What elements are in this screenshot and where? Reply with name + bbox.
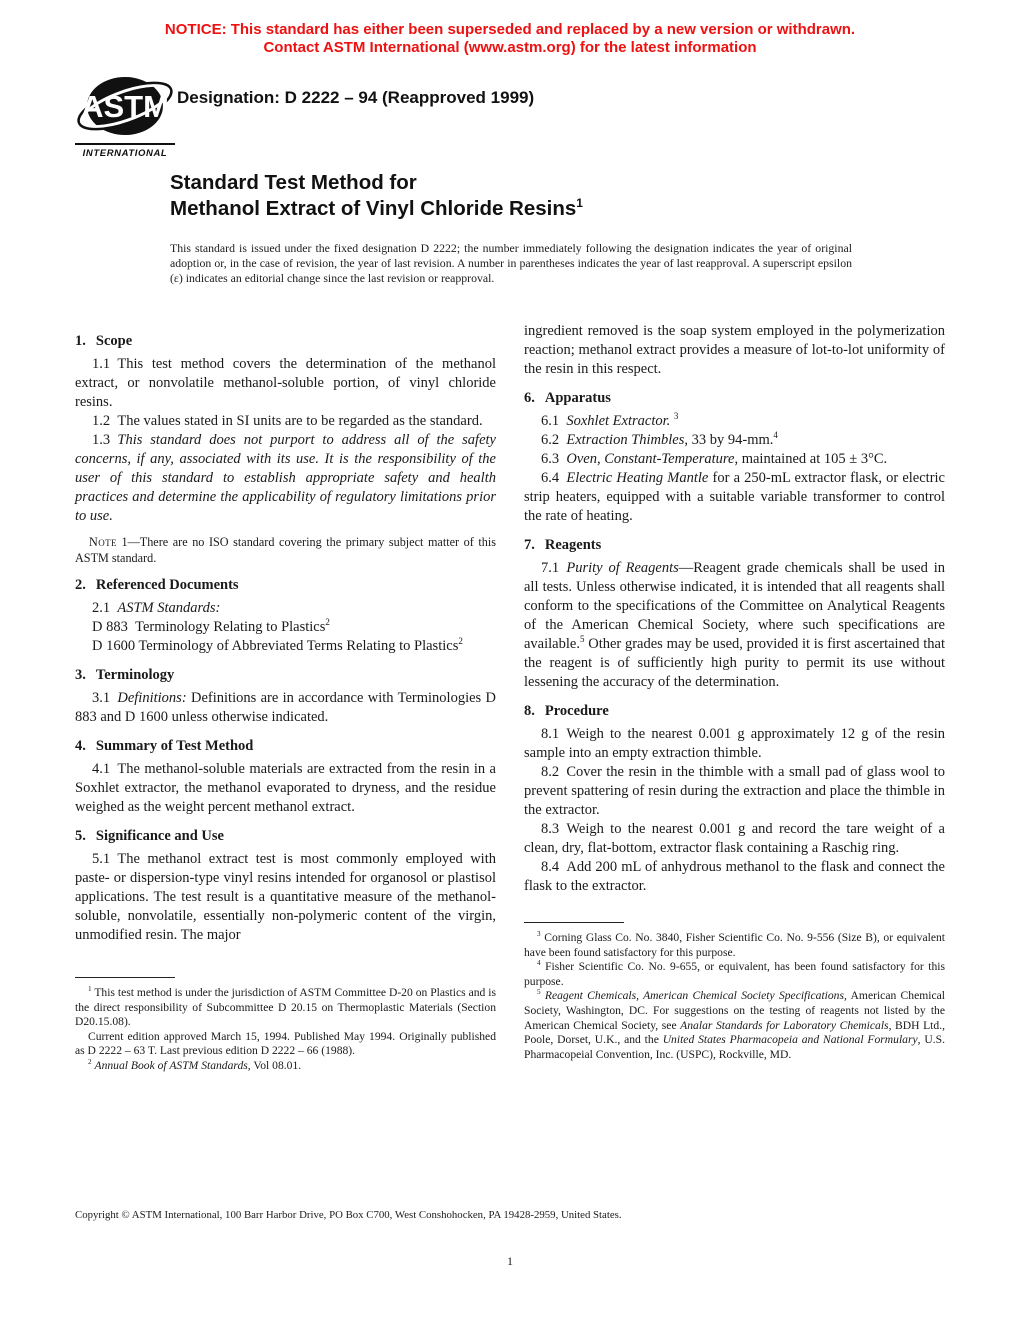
right-footnotes — [524, 922, 945, 1062]
left-column — [75, 322, 496, 1074]
ref-d1600: D 1600 Terminology of Abbreviated Terms Relating to Plastics$^2$ — [92, 636, 463, 654]
astm-logo-international: INTERNATIONAL — [75, 143, 175, 159]
heading-terminology — [75, 666, 496, 685]
designation: Designation: D 2222 – 94 (Reapproved 1999) — [177, 88, 535, 107]
footnote: Current edition approved March 15, 1994. Published May 1994. Originally published as D 2222 – 63 T. Last previous edition D 2222 – 66 (1988). — [75, 1029, 496, 1058]
section-number: 4. — [75, 738, 86, 754]
para-8-3: 8.3 Weigh to the nearest 0.001 g and record the tare weight of a clean, dry, flat-bottom, extractor flask containing a Raschig ring. — [524, 821, 945, 856]
para-8-4: 8.4 Add 200 mL of anhydrous methanol to the flask and connect the flask to the extractor. — [524, 859, 945, 894]
section-number: 6. — [524, 390, 535, 406]
para-3-1: 3.1 Definitions: Definitions are in accordance with Terminologies D 883 and D 1600 unless otherwise indicated. — [75, 690, 496, 725]
para-6-2: 6.2 Extraction Thimbles, 33 by 94-mm.$^4$ — [541, 430, 778, 448]
notice-line-1: NOTICE: This standard has either been superseded and replaced by a new version or withdrawn. — [164, 21, 856, 38]
para-1-2: 1.2 The values stated in SI units are to be regarded as the standard. — [92, 413, 483, 429]
section-title: Scope — [95, 333, 133, 349]
section-title: Significance and Use — [95, 828, 224, 844]
right-column — [524, 322, 945, 1074]
issue-note: This standard is issued under the fixed designation D 2222; the number immediately following the designation indicates the year of original adoption or, in the case of revision, the year of last revision. A number in parentheses indicates the year of last reapproval. A superscript epsilon (ε) indicates an editorial change since the last revision or reapproval. — [170, 241, 852, 286]
withdrawal-notice — [0, 21, 1020, 56]
footnote-separator — [75, 977, 175, 978]
astm-logo — [75, 74, 179, 159]
heading-significance-and-use — [75, 827, 496, 846]
para-5-1: 5.1 The methanol extract test is most commonly employed with paste- or dispersion-type vinyl resins intended for organosol or plastisol applications. The test result is a quantitative measure of the methanol-soluble, nonvolatile, essentially non-polymeric content of the virgin, unmodified resin. The major — [75, 851, 496, 943]
section-number: 3. — [75, 667, 86, 683]
para-7-1: 7.1 Purity of Reagents—Reagent grade chemicals shall be used in all tests. Unless otherwise indicated, it is intended that all reagents shall conform to the specifications of the Committee on Analytical Reagents of the American Chemical Society, where such specifications are available.$^5$ Other grades may be used, provided it is first ascertained that the reagent is of sufficiently high purity to permit its use without lessening the accuracy of the determination. — [524, 560, 946, 690]
para-6-4: 6.4 Electric Heating Mantle for a 250-mL extractor flask, or electric strip heaters, equipped with a suitable variable transformer to control the rate of heating. — [524, 470, 945, 524]
heading-referenced-documents — [75, 576, 496, 595]
section-title: Reagents — [544, 537, 602, 553]
page-title — [170, 170, 852, 222]
footnote: $^4$ Fisher Scientific Co. No. 9-655, or equivalent, has been found satisfactory for this purpose. — [524, 959, 945, 988]
para-8-1: 8.1 Weigh to the nearest 0.001 g approximately 12 g of the resin sample into an empty extraction thimble. — [524, 726, 945, 761]
title-line-1: Standard Test Method for — [170, 171, 417, 194]
footnote: $^5$ Reagent Chemicals, American Chemical Society Specifications, American Chemical Society, Washington, DC. For suggestions on the testing of reagents not listed by the American Chemical Society, see Analar Standards for Laboratory Chemicals, BDH Ltd., Poole, Dorset, U.K., and the United States Pharmacopeia and National Formulary, U.S. Pharmacopeial Convention, Inc. (USPC), Rockville, MD. — [524, 988, 946, 1061]
para-2-1: 2.1 ASTM Standards: — [92, 600, 221, 616]
section-number: 8. — [524, 703, 535, 719]
astm-logo-text: ASTM — [81, 89, 169, 124]
body-columns — [75, 322, 945, 1074]
title-footnote-marker: 1 — [576, 196, 583, 211]
section-title: Terminology — [95, 667, 175, 683]
section-title: Procedure — [544, 703, 609, 719]
section-title: Summary of Test Method — [95, 738, 254, 754]
section-number: 7. — [524, 537, 535, 553]
heading-scope — [75, 332, 496, 351]
para-8-2: 8.2 Cover the resin in the thimble with a small pad of glass wool to prevent spattering of resin during the extraction and place the thimble in the extractor. — [524, 764, 945, 818]
para-1-3: 1.3 This standard does not purport to address all of the safety concerns, if any, associated with its use. It is the responsibility of the user of this standard to establish appropriate safety and health practices and determine the applicability of regulatory limitations prior to use. — [75, 432, 496, 524]
heading-apparatus — [524, 389, 945, 408]
para-5-1-continued: ingredient removed is the soap system employed in the polymerization reaction; methanol extract provides a measure of lot-to-lot uniformity of the resin in this respect. — [524, 323, 945, 377]
footnote-separator — [524, 922, 624, 923]
astm-globe-icon — [75, 74, 175, 142]
note-1: Note 1—There are no ISO standard covering the primary subject matter of this ASTM standard. — [75, 535, 496, 565]
section-number: 1. — [75, 333, 86, 349]
heading-reagents — [524, 536, 945, 555]
notice-line-2: Contact ASTM International (www.astm.org) for the latest information — [263, 38, 757, 56]
footnote: $^1$ This test method is under the jurisdiction of ASTM Committee D-20 on Plastics and is the direct responsibility of Subcommittee D 20.15 on Thermoplastic Materials (Section D20.15.08). — [75, 985, 496, 1029]
footnote: $^3$ Corning Glass Co. No. 3840, Fisher Scientific Co. No. 9-556 (Size B), or equivalent have been found satisfactory for this purpose. — [524, 930, 945, 959]
left-footnotes — [75, 977, 496, 1074]
heading-summary-of-test-method — [75, 737, 496, 756]
section-number: 5. — [75, 828, 86, 844]
section-number: 2. — [75, 577, 86, 593]
para-6-1: 6.1 Soxhlet Extractor. $^3$ — [541, 411, 679, 429]
section-title: Referenced Documents — [95, 577, 239, 593]
ref-d883: D 883 Terminology Relating to Plastics$^2$ — [92, 617, 330, 635]
title-line-2: Methanol Extract of Vinyl Chloride Resins — [170, 197, 577, 220]
page-number: 1 — [507, 1254, 513, 1268]
heading-procedure — [524, 702, 945, 721]
footnote: $^2$ Annual Book of ASTM Standards, Vol 08.01. — [88, 1058, 302, 1072]
para-1-1: 1.1 This test method covers the determination of the methanol extract, or nonvolatile methanol-soluble portion, of vinyl chloride resins. — [75, 356, 496, 410]
section-title: Apparatus — [544, 390, 611, 406]
para-4-1: 4.1 The methanol-soluble materials are extracted from the resin in a Soxhlet extractor, the methanol evaporated to dryness, and the residue weighed as the weight percent methanol extract. — [75, 761, 496, 815]
copyright-line: Copyright © ASTM International, 100 Barr Harbor Drive, PO Box C700, West Conshohocken, PA 19428-2959, United States. — [75, 1209, 622, 1221]
para-6-3: 6.3 Oven, Constant-Temperature, maintained at 105 ± 3°C. — [541, 451, 888, 467]
title-block — [170, 170, 852, 287]
